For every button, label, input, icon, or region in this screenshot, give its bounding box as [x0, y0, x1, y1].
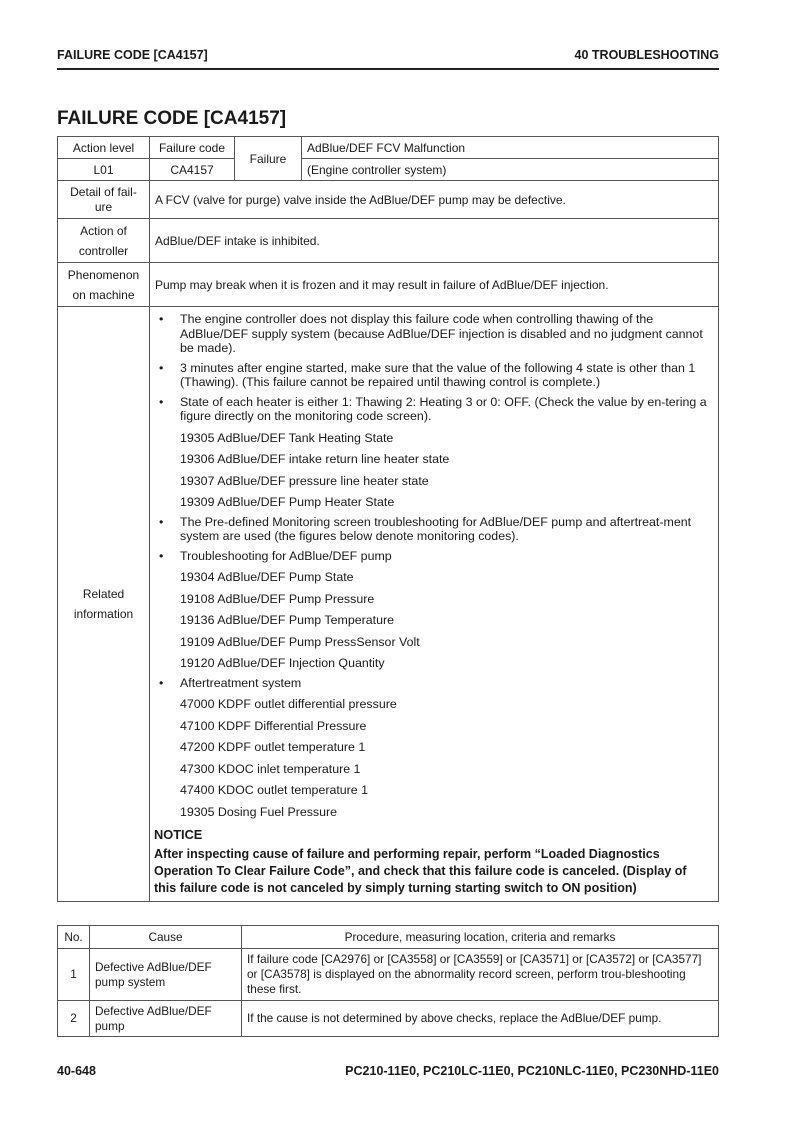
phenomenon-text: Pump may break when it is frozen and it may result in failure of AdBlue/DEF injection.: [150, 263, 719, 307]
page-footer: [57, 1064, 719, 1082]
action-level-value: L01: [58, 159, 150, 181]
related-bullet-item: • The engine controller does not display this failure code when controlling thawing of the AdBlue/DEF supply system (because AdBlue/DEF injection is disabled and no judgment cannot be made).: [154, 312, 708, 356]
cause-table-header: [58, 926, 719, 949]
page-title: FAILURE CODE [CA4157]: [57, 108, 287, 129]
model-list: PC210-11E0, PC210LC-11E0, PC210NLC-11E0, PC230NHD-11E0: [345, 1064, 719, 1078]
table-row: [58, 307, 719, 902]
failure-name: AdBlue/DEF FCV Malfunction: [302, 137, 719, 159]
failure-info-table: [57, 136, 719, 902]
related-bullet-item: • The Pre-defined Monitoring screen troubleshooting for AdBlue/DEF pump and aftertreat-ment system are used (the figures below denote monitoring codes).: [154, 515, 708, 544]
detail-text: A FCV (valve for purge) valve inside the AdBlue/DEF pump may be defective.: [150, 181, 719, 219]
cause-no: 2: [58, 1001, 90, 1037]
monitoring-code-item: 47000 KDPF outlet differential pressure: [180, 697, 397, 711]
table-row: [58, 181, 719, 219]
failure-code-value: CA4157: [150, 159, 235, 181]
header-section-title: FAILURE CODE [CA4157]: [57, 48, 208, 62]
failure-system: (Engine controller system): [302, 159, 719, 181]
monitoring-code-item: 19108 AdBlue/DEF Pump Pressure: [180, 591, 375, 606]
detail-label: Detail of fail-ure: [58, 181, 150, 219]
column-header-procedure: Procedure, measuring location, criteria and remarks: [242, 926, 719, 949]
related-bullet-item: • State of each heater is either 1: Thawing 2: Heating 3 or 0: OFF. (Check the value by en-tering a figure directly on the monitoring code screen).: [154, 395, 708, 424]
cause-text: Defective AdBlue/DEF pump system: [90, 949, 242, 1001]
action-label: Action of controller: [58, 219, 150, 263]
related-bullet-item: • Troubleshooting for AdBlue/DEF pump: [154, 549, 708, 564]
monitoring-code-item: 47400 KDOC outlet temperature 1: [180, 783, 369, 797]
action-level-label: Action level: [58, 137, 150, 159]
related-bullet-item: • Aftertreatment system: [154, 676, 708, 691]
monitoring-code-item: 19120 AdBlue/DEF Injection Quantity: [180, 656, 385, 670]
column-header-cause: Cause: [90, 926, 242, 949]
procedure-text: If failure code [CA2976] or [CA3558] or [CA3559] or [CA3571] or [CA3572] or [CA3577] or [CA3578] is displayed on the abnormality record screen, perform trou-bleshooting these first.: [242, 949, 719, 1001]
notice-heading: NOTICE: [154, 827, 203, 842]
table-row: [58, 159, 719, 181]
related-label: Related information: [58, 307, 150, 902]
cause-text: Defective AdBlue/DEF pump: [90, 1001, 242, 1037]
monitoring-code-item: 19309 AdBlue/DEF Pump Heater State: [180, 495, 395, 509]
monitoring-code-item: 19136 AdBlue/DEF Pump Temperature: [180, 613, 394, 627]
procedure-text: If the cause is not determined by above checks, replace the AdBlue/DEF pump.: [242, 1001, 719, 1037]
related-info-cell: [150, 307, 719, 902]
related-info-list: [154, 312, 708, 819]
phenomenon-label: Phenomenon on machine: [58, 263, 150, 307]
failure-code-label: Failure code: [150, 137, 235, 159]
cause-table: [57, 925, 719, 1037]
column-header-no: No.: [58, 926, 90, 949]
cause-no: 1: [58, 949, 90, 1001]
table-row: [58, 949, 719, 1001]
monitoring-code-item: 19304 AdBlue/DEF Pump State: [180, 570, 354, 584]
header-chapter-title: 40 TROUBLESHOOTING: [574, 48, 719, 62]
table-row: [58, 1001, 719, 1037]
monitoring-code-item: 19109 AdBlue/DEF Pump PressSensor Volt: [180, 634, 420, 649]
monitoring-code-item: 47100 KDPF Differential Pressure: [180, 718, 367, 733]
monitoring-code-item: 19305 AdBlue/DEF Tank Heating State: [180, 430, 394, 445]
action-text: AdBlue/DEF intake is inhibited.: [150, 219, 719, 263]
monitoring-code-item: 19307 AdBlue/DEF pressure line heater state: [180, 473, 429, 488]
monitoring-code-item: 19306 AdBlue/DEF intake return line heater state: [180, 452, 450, 466]
table-row: [58, 263, 719, 307]
monitoring-code-item: 47200 KDPF outlet temperature 1: [180, 740, 366, 754]
notice-text: After inspecting cause of failure and performing repair, perform “Loaded Diagnostics Operation To Clear Failure Code”, and check that this failure code is canceled. (Display of this failure code is not canceled by simply turning starting switch to ON position): [154, 847, 687, 895]
monitoring-code-item: 19305 Dosing Fuel Pressure: [180, 804, 338, 819]
header-rule: [57, 68, 719, 70]
page-number: 40-648: [57, 1064, 96, 1078]
related-bullet-item: • 3 minutes after engine started, make sure that the value of the following 4 state is other than 1 (Thawing). (This failure cannot be repaired until thawing control is complete.): [154, 361, 708, 390]
page-header: [57, 48, 719, 66]
table-row: [58, 137, 719, 159]
table-row: [58, 219, 719, 263]
failure-label: Failure: [235, 137, 302, 181]
monitoring-code-item: 47300 KDOC inlet temperature 1: [180, 761, 361, 776]
